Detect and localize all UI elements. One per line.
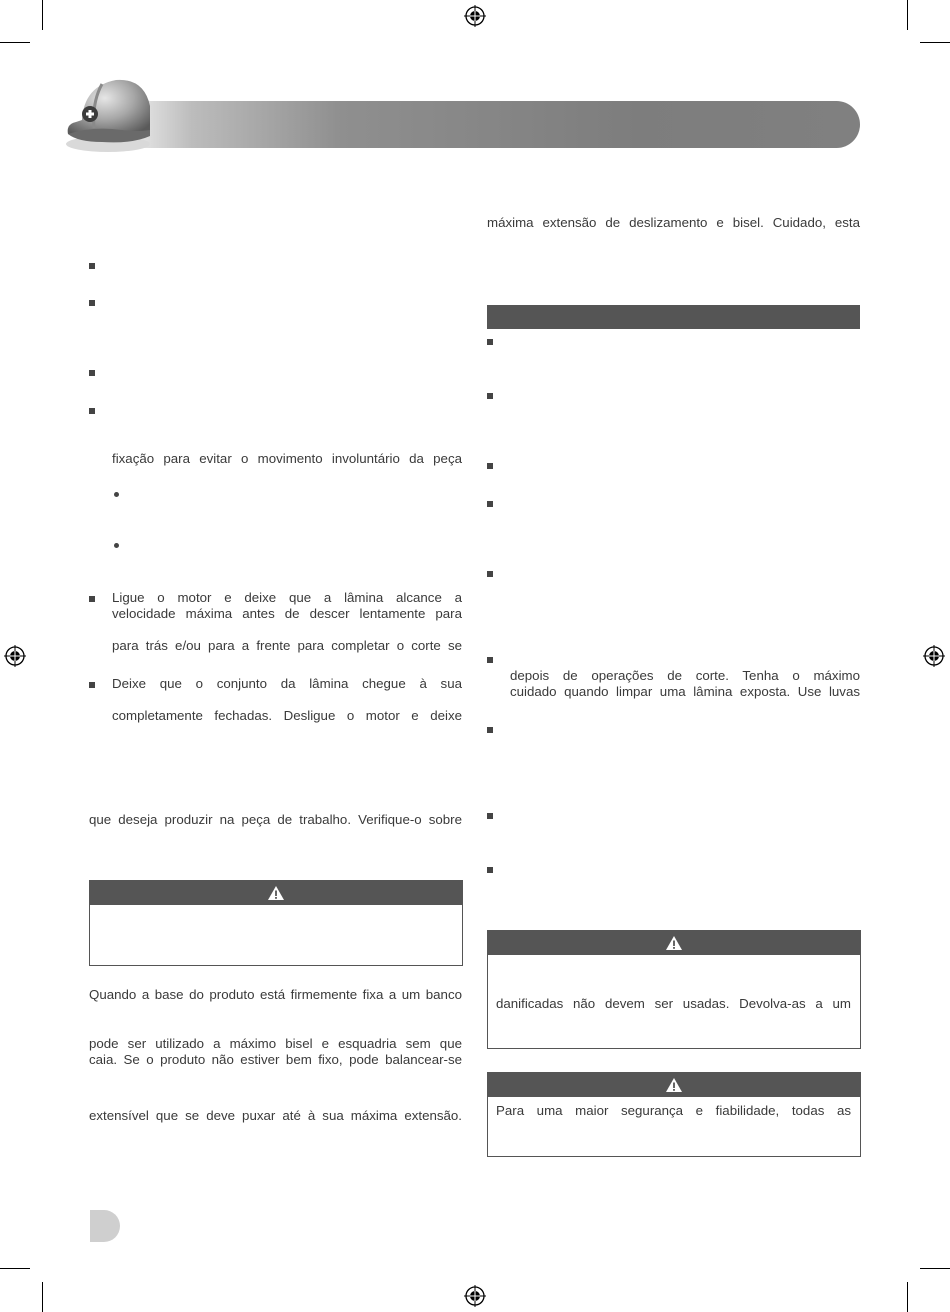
registration-mark-icon xyxy=(464,5,486,27)
warning-text-line: danificadas não devem ser usadas. Devolva-as a um xyxy=(496,996,851,1011)
registration-mark-icon xyxy=(923,645,945,667)
bullet-square xyxy=(89,300,95,306)
warning-triangle-icon xyxy=(267,885,285,901)
crop-mark xyxy=(907,0,908,30)
crop-mark xyxy=(920,1268,950,1269)
registration-mark-icon xyxy=(4,645,26,667)
bullet-square xyxy=(89,263,95,269)
body-text-line: fixação para evitar o movimento involuntário da peça xyxy=(112,451,462,466)
warning-box xyxy=(487,930,861,1049)
bullet-square xyxy=(487,339,493,345)
body-text-line: pode ser utilizado a máximo bisel e esquadria sem que xyxy=(89,1036,462,1051)
safety-helmet-icon xyxy=(62,72,162,156)
warning-triangle-icon xyxy=(665,935,683,951)
body-text-line: depois de operações de corte. Tenha o máximo xyxy=(510,668,860,683)
warning-header xyxy=(488,1073,860,1097)
bullet-dot xyxy=(114,492,119,497)
body-text-line: para trás e/ou para a frente para completar o corte se xyxy=(112,638,462,653)
warning-box xyxy=(487,1072,861,1157)
body-text-line: Ligue o motor e deixe que a lâmina alcance a xyxy=(112,590,462,605)
bullet-square xyxy=(487,867,493,873)
bullet-square xyxy=(89,408,95,414)
crop-mark xyxy=(42,0,43,30)
warning-triangle-icon xyxy=(665,1077,683,1093)
bullet-square xyxy=(487,727,493,733)
crop-mark xyxy=(42,1282,43,1312)
crop-mark xyxy=(0,42,30,43)
page-number-tab xyxy=(90,1210,120,1242)
warning-text-line: Para uma maior segurança e fiabilidade, todas as xyxy=(496,1103,851,1118)
bullet-square xyxy=(89,682,95,688)
bullet-square xyxy=(487,393,493,399)
bullet-square xyxy=(487,571,493,577)
body-text-line: Deixe que o conjunto da lâmina chegue à sua xyxy=(112,676,462,691)
warning-header xyxy=(90,881,462,905)
bullet-dot xyxy=(114,543,119,548)
body-text-line: caia. Se o produto não estiver bem fixo, pode balancear-se xyxy=(89,1052,462,1067)
bullet-square xyxy=(487,501,493,507)
body-text-line: máxima extensão de deslizamento e bisel. Cuidado, esta xyxy=(487,215,860,230)
crop-mark xyxy=(920,42,950,43)
bullet-square xyxy=(89,596,95,602)
body-text-line: que deseja produzir na peça de trabalho. Verifique-o sobre xyxy=(89,812,462,827)
crop-mark xyxy=(907,1282,908,1312)
body-text-line: extensível que se deve puxar até à sua máxima extensão. xyxy=(89,1108,462,1123)
header-banner xyxy=(118,101,860,148)
warning-header xyxy=(488,931,860,955)
warning-box xyxy=(89,880,463,966)
registration-mark-icon xyxy=(464,1285,486,1307)
bullet-square xyxy=(487,657,493,663)
bullet-square xyxy=(487,813,493,819)
body-text-line: completamente fechadas. Desligue o motor e deixe xyxy=(112,708,462,723)
body-text-line: cuidado quando limpar uma lâmina exposta. Use luvas xyxy=(510,684,860,699)
body-text-line: velocidade máxima antes de descer lentamente para xyxy=(112,606,462,621)
bullet-square xyxy=(89,370,95,376)
section-header-bar xyxy=(487,305,860,329)
bullet-square xyxy=(487,463,493,469)
crop-mark xyxy=(0,1268,30,1269)
body-text-line: Quando a base do produto está firmemente fixa a um banco xyxy=(89,987,462,1002)
